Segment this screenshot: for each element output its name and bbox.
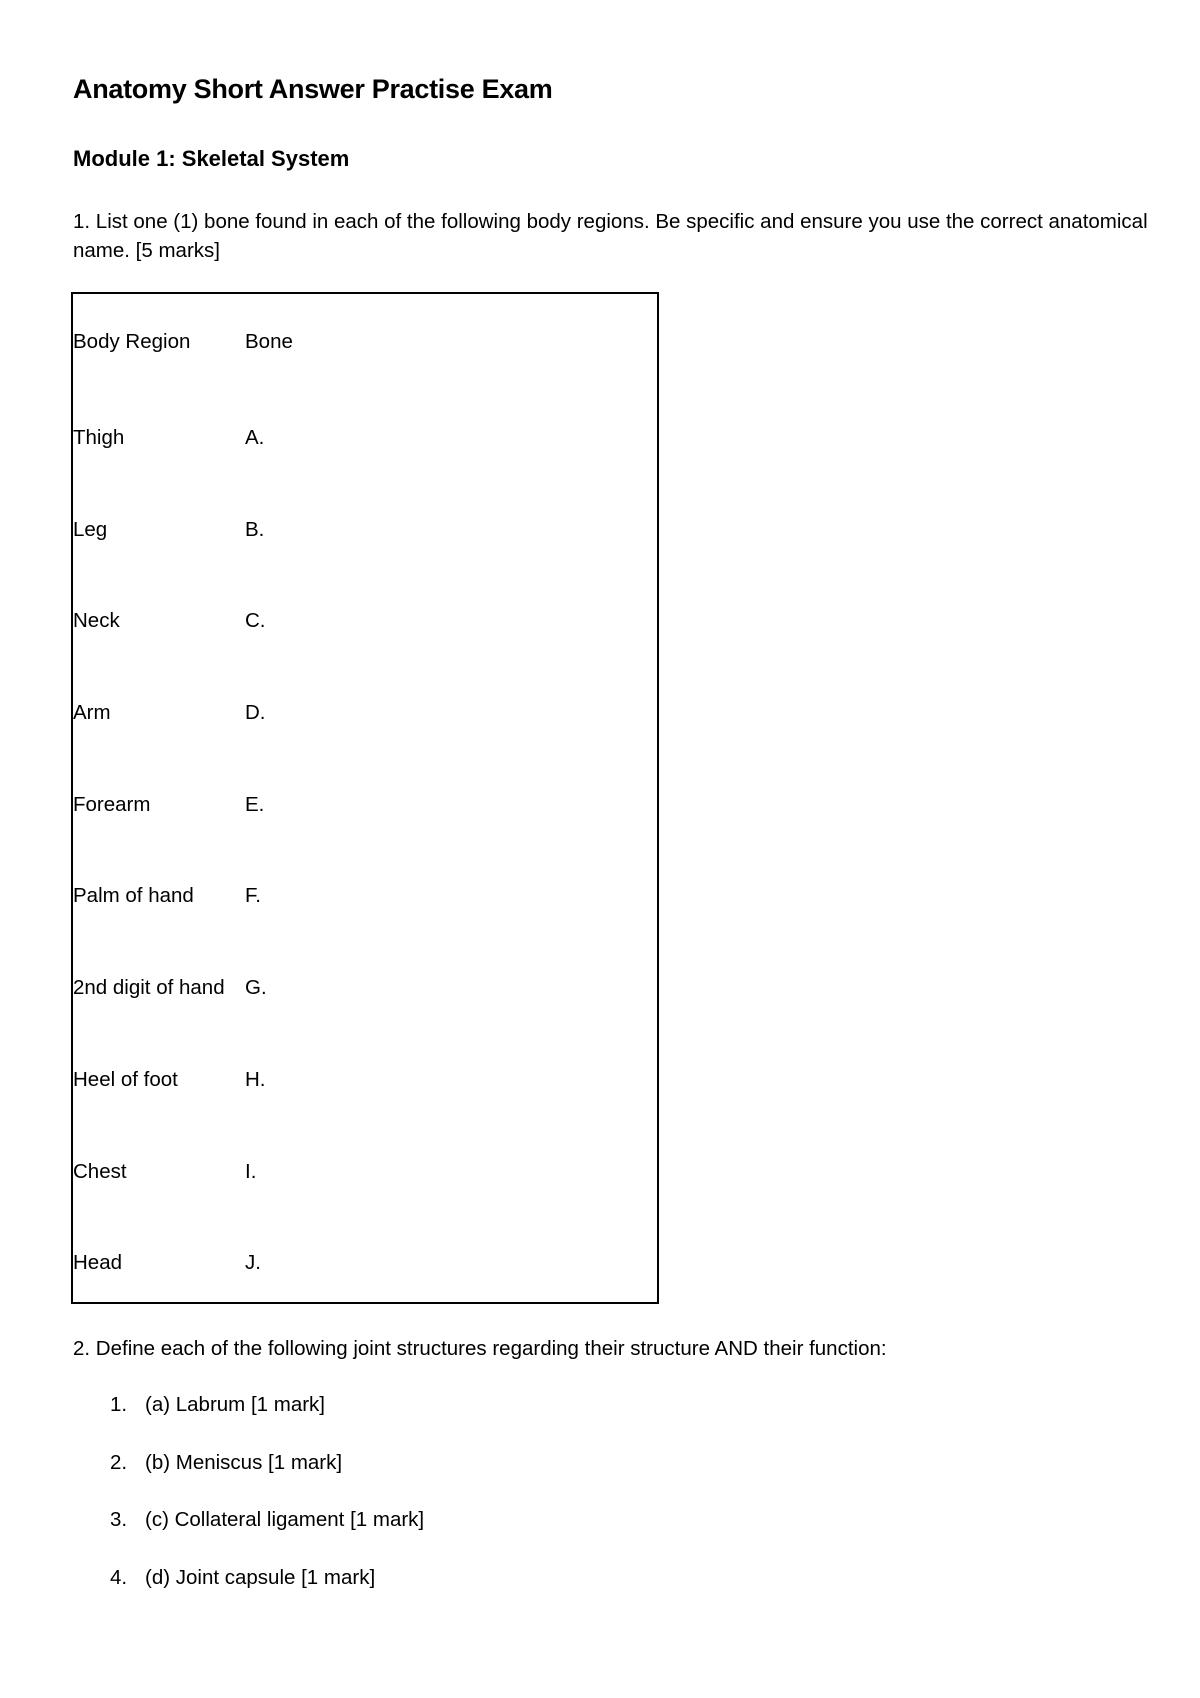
list-item-text: (b) Meniscus [1 mark] [145,1451,343,1474]
question-1-text: 1. List one (1) bone found in each of the following body regions. Be specific and ensure you use the correct anatomical name. [5 marks] [73,210,1148,262]
bone-answer-cell: A. [245,426,265,449]
page-title: Anatomy Short Answer Practise Exam [73,74,553,104]
bone-answer-cell: J. [245,1251,261,1274]
bone-answer-cell: F. [245,884,261,907]
bone-answer-cell: D. [245,701,266,724]
column-header-bone: Bone [245,330,293,353]
column-header-body-region: Body Region [73,330,191,353]
list-item-number: 4. [110,1566,128,1589]
list-item-text: (a) Labrum [1 mark] [145,1393,325,1416]
body-region-cell: Leg [73,518,108,541]
list-item-text: (c) Collateral ligament [1 mark] [145,1508,425,1531]
body-region-cell: Neck [73,609,120,632]
bone-answer-cell: H. [245,1068,266,1091]
body-region-cell: 2nd digit of hand [73,976,225,999]
list-item-number: 2. [110,1451,128,1474]
module-heading: Module 1: Skeletal System [73,146,350,171]
body-region-cell: Thigh [73,426,125,449]
body-region-cell: Heel of foot [73,1068,178,1091]
bone-answer-cell: G. [245,976,267,999]
body-region-cell: Arm [73,701,111,724]
list-item-text: (d) Joint capsule [1 mark] [145,1566,376,1589]
question-2-text: 2. Define each of the following joint structures regarding their structure AND their function: [73,1337,887,1360]
body-region-cell: Forearm [73,793,151,816]
bone-answer-cell: B. [245,518,265,541]
bone-answer-cell: C. [245,609,266,632]
body-region-bone-table [71,292,659,1304]
body-region-cell: Chest [73,1160,127,1183]
bone-answer-cell: E. [245,793,265,816]
body-region-cell: Head [73,1251,123,1274]
list-item-number: 3. [110,1508,128,1531]
bone-answer-cell: I. [245,1160,257,1183]
body-region-cell: Palm of hand [73,884,194,907]
list-item-number: 1. [110,1393,128,1416]
